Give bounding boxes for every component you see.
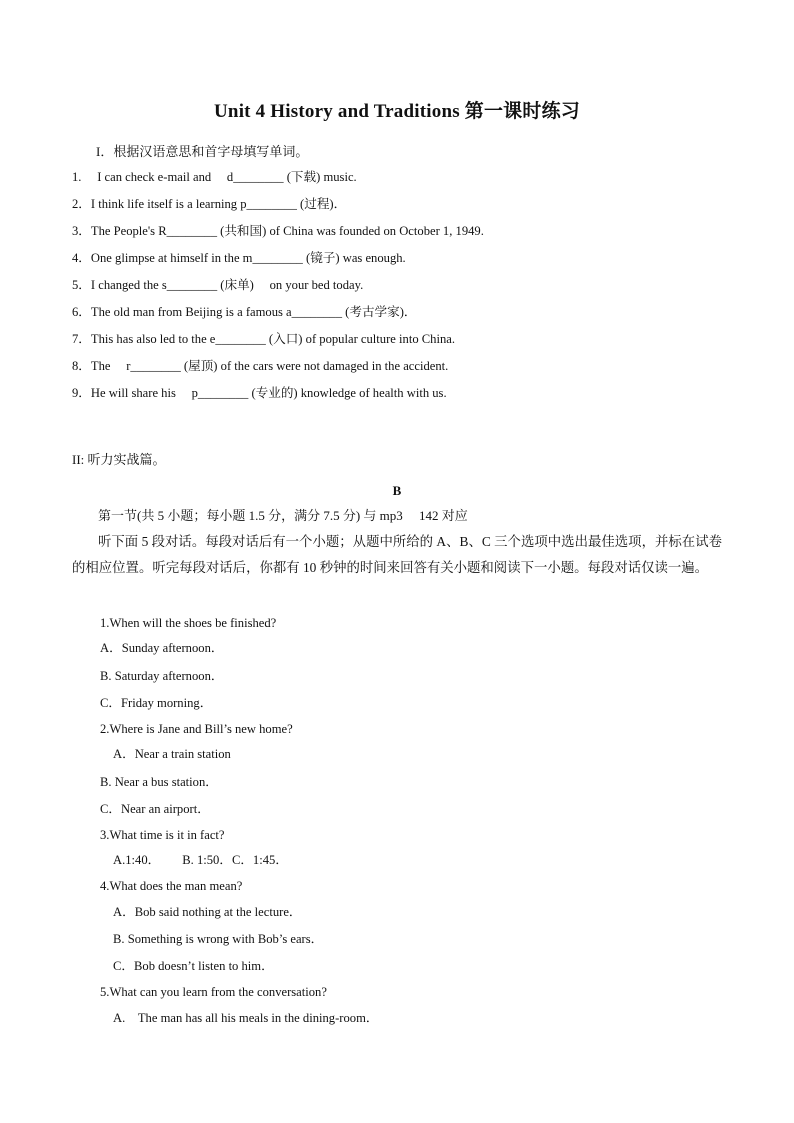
- option: A.1:40． B. 1:50．C．1:45．: [113, 853, 288, 867]
- question: 1.When will the shoes be finished?: [100, 616, 277, 630]
- list-item: 5．I changed the s________ (床单) on your bed today.: [72, 278, 364, 292]
- part1-heading: I．根据汉语意思和首字母填写单词。: [96, 144, 309, 159]
- list-item: 4．One glimpse at himself in the m________ (镜子) was enough.: [72, 251, 406, 265]
- part2-heading: II: 听力实战篇。: [72, 452, 166, 467]
- option: C．Friday morning．: [100, 696, 213, 710]
- list-item: 2．I think life itself is a learning p________ (过程)．: [72, 197, 347, 211]
- option: A．Sunday afternoon．: [100, 641, 224, 655]
- instructions: 听下面 5 段对话。每段对话后有一个小题；从题中所给的 A、B、C 三个选项中选出最佳选项，并标在试卷的相应位置。听完每段对话后，你都有 10 秒钟的时间来回答有关小题和阅读下一小题。每段对话仅读一遍。: [72, 534, 722, 575]
- section-label: B: [392, 483, 402, 498]
- question: 4.What does the man mean?: [100, 879, 243, 893]
- list-item: 3．The People's R________ (共和国) of China was founded on October 1, 1949.: [72, 224, 484, 238]
- list-item: 8．The r________ (屋顶) of the cars were not damaged in the accident.: [72, 359, 449, 373]
- question: 3.What time is it in fact?: [100, 828, 225, 842]
- option: A．Bob said nothing at the lecture．: [113, 905, 302, 919]
- list-item: 1. I can check e-mail and d________ (下载) music.: [72, 170, 357, 184]
- list-item: 9．He will share his p________ (专业的) knowledge of health with us.: [72, 386, 447, 400]
- page-title: Unit 4 History and Traditions 第一课时练习: [214, 101, 580, 122]
- option: A. The man has all his meals in the dining-room．: [113, 1011, 379, 1025]
- question: 5.What can you learn from the conversation?: [100, 985, 327, 999]
- option: B. Near a bus station．: [100, 775, 218, 789]
- option: C．Near an airport．: [100, 802, 210, 816]
- question: 2.Where is Jane and Bill’s new home?: [100, 722, 293, 736]
- option: B. Saturday afternoon．: [100, 669, 224, 683]
- option: A．Near a train station: [113, 747, 231, 761]
- option: B. Something is wrong with Bob’s ears．: [113, 932, 324, 946]
- list-item: 7．This has also led to the e________ (入口) of popular culture into China.: [72, 332, 455, 346]
- list-item: 6．The old man from Beijing is a famous a________ (考古学家)．: [72, 305, 417, 319]
- option: C．Bob doesn’t listen to him．: [113, 959, 274, 973]
- section-line: 第一节(共 5 小题；每小题 1.5 分，满分 7.5 分) 与 mp3 142 对应: [98, 508, 468, 523]
